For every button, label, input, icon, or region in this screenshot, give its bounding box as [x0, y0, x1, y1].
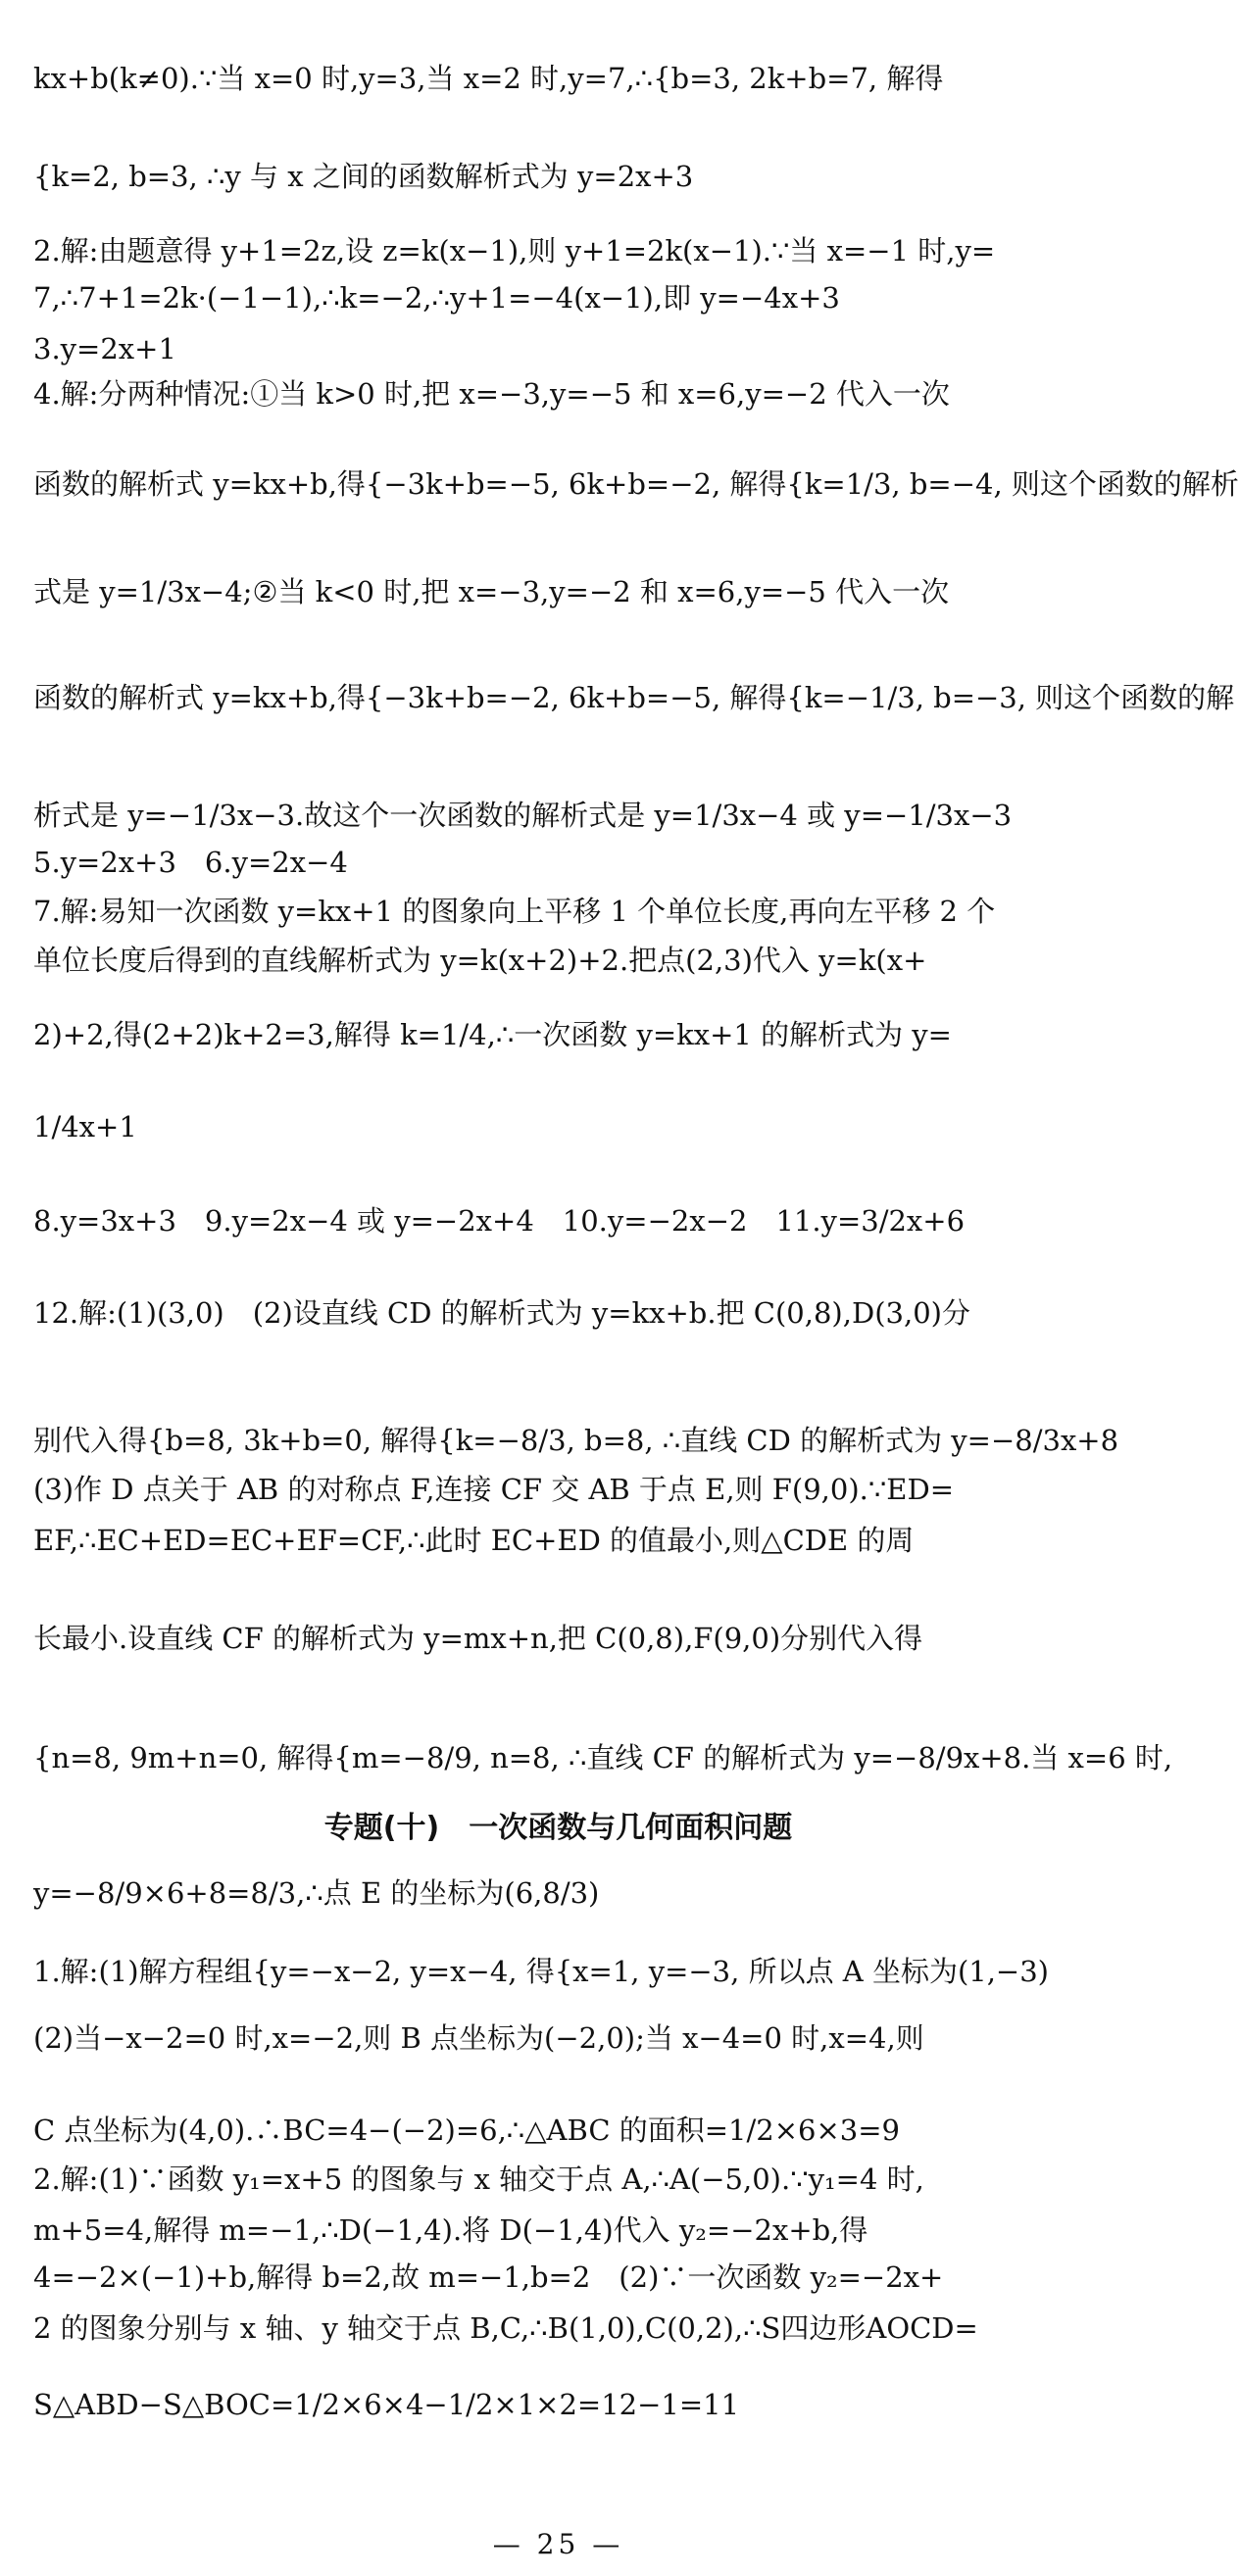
text-line: 长最小.设直线 CF 的解析式为 y=mx+n,把 C(0,8),F(9,0)分别代入得	[33, 1622, 923, 1655]
text-line: 4.解:分两种情况:①当 k>0 时,把 x=−3,y=−5 和 x=6,y=−2 代入一次	[33, 377, 950, 411]
text-line: 1/4x+1	[33, 1110, 137, 1143]
text-line: 别代入得{b=8, 3k+b=0, 解得{k=−8/3, b=8, ∴直线 CD 的解析式为 y=−8/3x+8	[33, 1424, 1119, 1457]
text-line: 单位长度后得到的直线解析式为 y=k(x+2)+2.把点(2,3)代入 y=k(x+	[33, 944, 927, 977]
text-line: 8.y=3x+3 9.y=2x−4 或 y=−2x+4 10.y=−2x−2 11.y=3/2x+6	[33, 1204, 966, 1238]
text-line: m+5=4,解得 m=−1,∴D(−1,4).将 D(−1,4)代入 y₂=−2x+b,得	[33, 2213, 868, 2247]
text-line: 2 的图象分别与 x 轴、y 轴交于点 B,C,∴B(1,0),C(0,2),∴S四边形AOCD=	[33, 2311, 978, 2345]
text-line: S△ABD−S△BOC=1/2×6×4−1/2×1×2=12−1=11	[33, 2388, 740, 2421]
text-line: C 点坐标为(4,0).∴BC=4−(−2)=6,∴△ABC 的面积=1/2×6×3=9	[33, 2114, 900, 2147]
text-line: 12.解:(1)(3,0) (2)设直线 CD 的解析式为 y=kx+b.把 C(0,8),D(3,0)分	[33, 1296, 970, 1330]
text-line: 函数的解析式 y=kx+b,得{−3k+b=−5, 6k+b=−2, 解得{k=1/3, b=−4, 则这个函数的解析	[33, 467, 1239, 501]
text-line: EF,∴EC+ED=EC+EF=CF,∴此时 EC+ED 的值最小,则△CDE 的周	[33, 1524, 915, 1557]
text-line: 函数的解析式 y=kx+b,得{−3k+b=−2, 6k+b=−5, 解得{k=−1/3, b=−3, 则这个函数的解	[33, 681, 1235, 714]
text-line: 7.解:易知一次函数 y=kx+1 的图象向上平移 1 个单位长度,再向左平移 2 个	[33, 895, 996, 928]
text-line: y=−8/9×6+8=8/3,∴点 E 的坐标为(6,8/3)	[33, 1876, 600, 1910]
text-line: 7,∴7+1=2k·(−1−1),∴k=−2,∴y+1=−4(x−1),即 y=−4x+3	[33, 281, 840, 315]
text-line: 5.y=2x+3 6.y=2x−4	[33, 846, 348, 879]
text-line: 1.解:(1)解方程组{y=−x−2, y=x−4, 得{x=1, y=−3, 所以点 A 坐标为(1,−3)	[33, 1955, 1050, 1988]
text-line: 2.解:(1)∵函数 y₁=x+5 的图象与 x 轴交于点 A,∴A(−5,0).∵y₁=4 时,	[33, 2163, 924, 2196]
text-line: 4=−2×(−1)+b,解得 b=2,故 m=−1,b=2 (2)∵一次函数 y₂=−2x+	[33, 2260, 944, 2294]
text-line: (3)作 D 点关于 AB 的对称点 F,连接 CF 交 AB 于点 E,则 F(9,0).∵ED=	[33, 1473, 955, 1506]
text-line: {k=2, b=3, ∴y 与 x 之间的函数解析式为 y=2x+3	[33, 160, 694, 193]
page-number: — 25 —	[492, 2528, 624, 2560]
text-line: {n=8, 9m+n=0, 解得{m=−8/9, n=8, ∴直线 CF 的解析式为 y=−8/9x+8.当 x=6 时,	[33, 1741, 1173, 1774]
text-line: (2)当−x−2=0 时,x=−2,则 B 点坐标为(−2,0);当 x−4=0 时,x=4,则	[33, 2021, 924, 2055]
text-line: kx+b(k≠0).∵当 x=0 时,y=3,当 x=2 时,y=7,∴{b=3, 2k+b=7, 解得	[33, 62, 944, 95]
section-heading: 专题(十) 一次函数与几何面积问题	[323, 1811, 793, 1845]
text-line: 式是 y=1/3x−4;②当 k<0 时,把 x=−3,y=−2 和 x=6,y=−5 代入一次	[33, 575, 950, 608]
text-line: 析式是 y=−1/3x−3.故这个一次函数的解析式是 y=1/3x−4 或 y=−1/3x−3	[33, 799, 1013, 832]
text-line: 2)+2,得(2+2)k+2=3,解得 k=1/4,∴一次函数 y=kx+1 的解析式为 y=	[33, 1018, 952, 1051]
text-line: 2.解:由题意得 y+1=2z,设 z=k(x−1),则 y+1=2k(x−1).∵当 x=−1 时,y=	[33, 234, 996, 267]
text-line: 3.y=2x+1	[33, 332, 176, 365]
